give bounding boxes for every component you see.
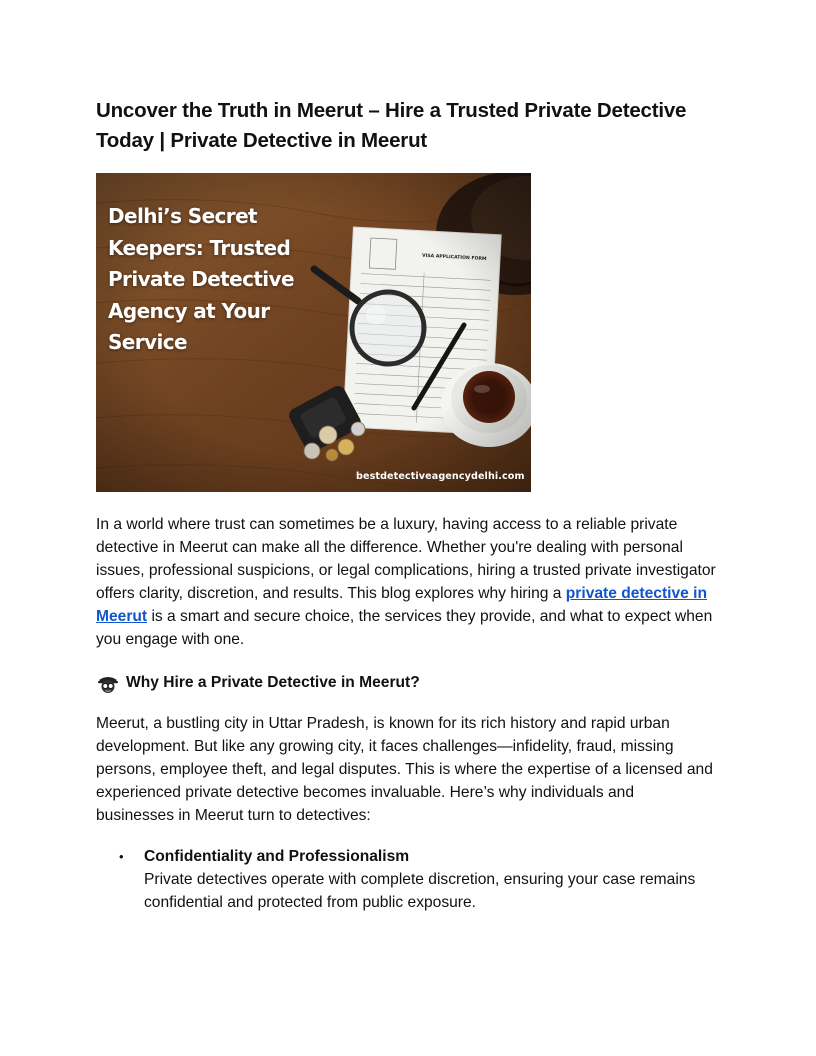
hero-image xyxy=(96,173,531,492)
hero-site-url: bestdetectiveagencydelhi.com xyxy=(356,471,525,482)
intro-paragraph xyxy=(96,513,716,651)
bullet-marker: • xyxy=(119,849,124,864)
hero-headline: Delhi’s Secret Keepers: Trusted Private Detective Agency at Your Service xyxy=(108,204,294,354)
intro-text-after: is a smart and secure choice, the services they provide, and what to expect when you engage with one. xyxy=(96,608,713,648)
intro-text-before: In a world where trust can sometimes be a luxury, having access to a reliable private detective in Meerut can make all the difference. Whether you're dealing with personal issues, professional suspicions, or legal complications, hiring a trusted private investigator offers clarity, discretion, and results. This blog explores why hiring a xyxy=(96,516,716,602)
section-heading xyxy=(96,671,420,695)
list-item xyxy=(96,845,716,914)
section-paragraph: Meerut, a bustling city in Uttar Pradesh, is known for its rich history and rapid urban development. But like any growing city, it faces challenges—infidelity, fraud, missing persons, employee theft, and legal disputes. This is where the expertise of a licensed and experienced private detective becomes invaluable. Here’s why individuals and businesses in Meerut turn to detectives: xyxy=(96,715,713,824)
private-detective-link[interactable]: private detective in Meerut xyxy=(96,585,708,625)
section-heading-text: Why Hire a Private Detective in Meerut? xyxy=(126,674,420,691)
reasons-list xyxy=(96,845,716,914)
list-item-title: Confidentiality and Professionalism xyxy=(144,848,410,865)
detective-icon xyxy=(96,671,120,695)
page-title: Uncover the Truth in Meerut – Hire a Trusted Private Detective Today | Private Detective in Meerut xyxy=(96,99,687,152)
list-item-text: Private detectives operate with complete discretion, ensuring your case remains confidential and protected from public exposure. xyxy=(144,871,696,911)
